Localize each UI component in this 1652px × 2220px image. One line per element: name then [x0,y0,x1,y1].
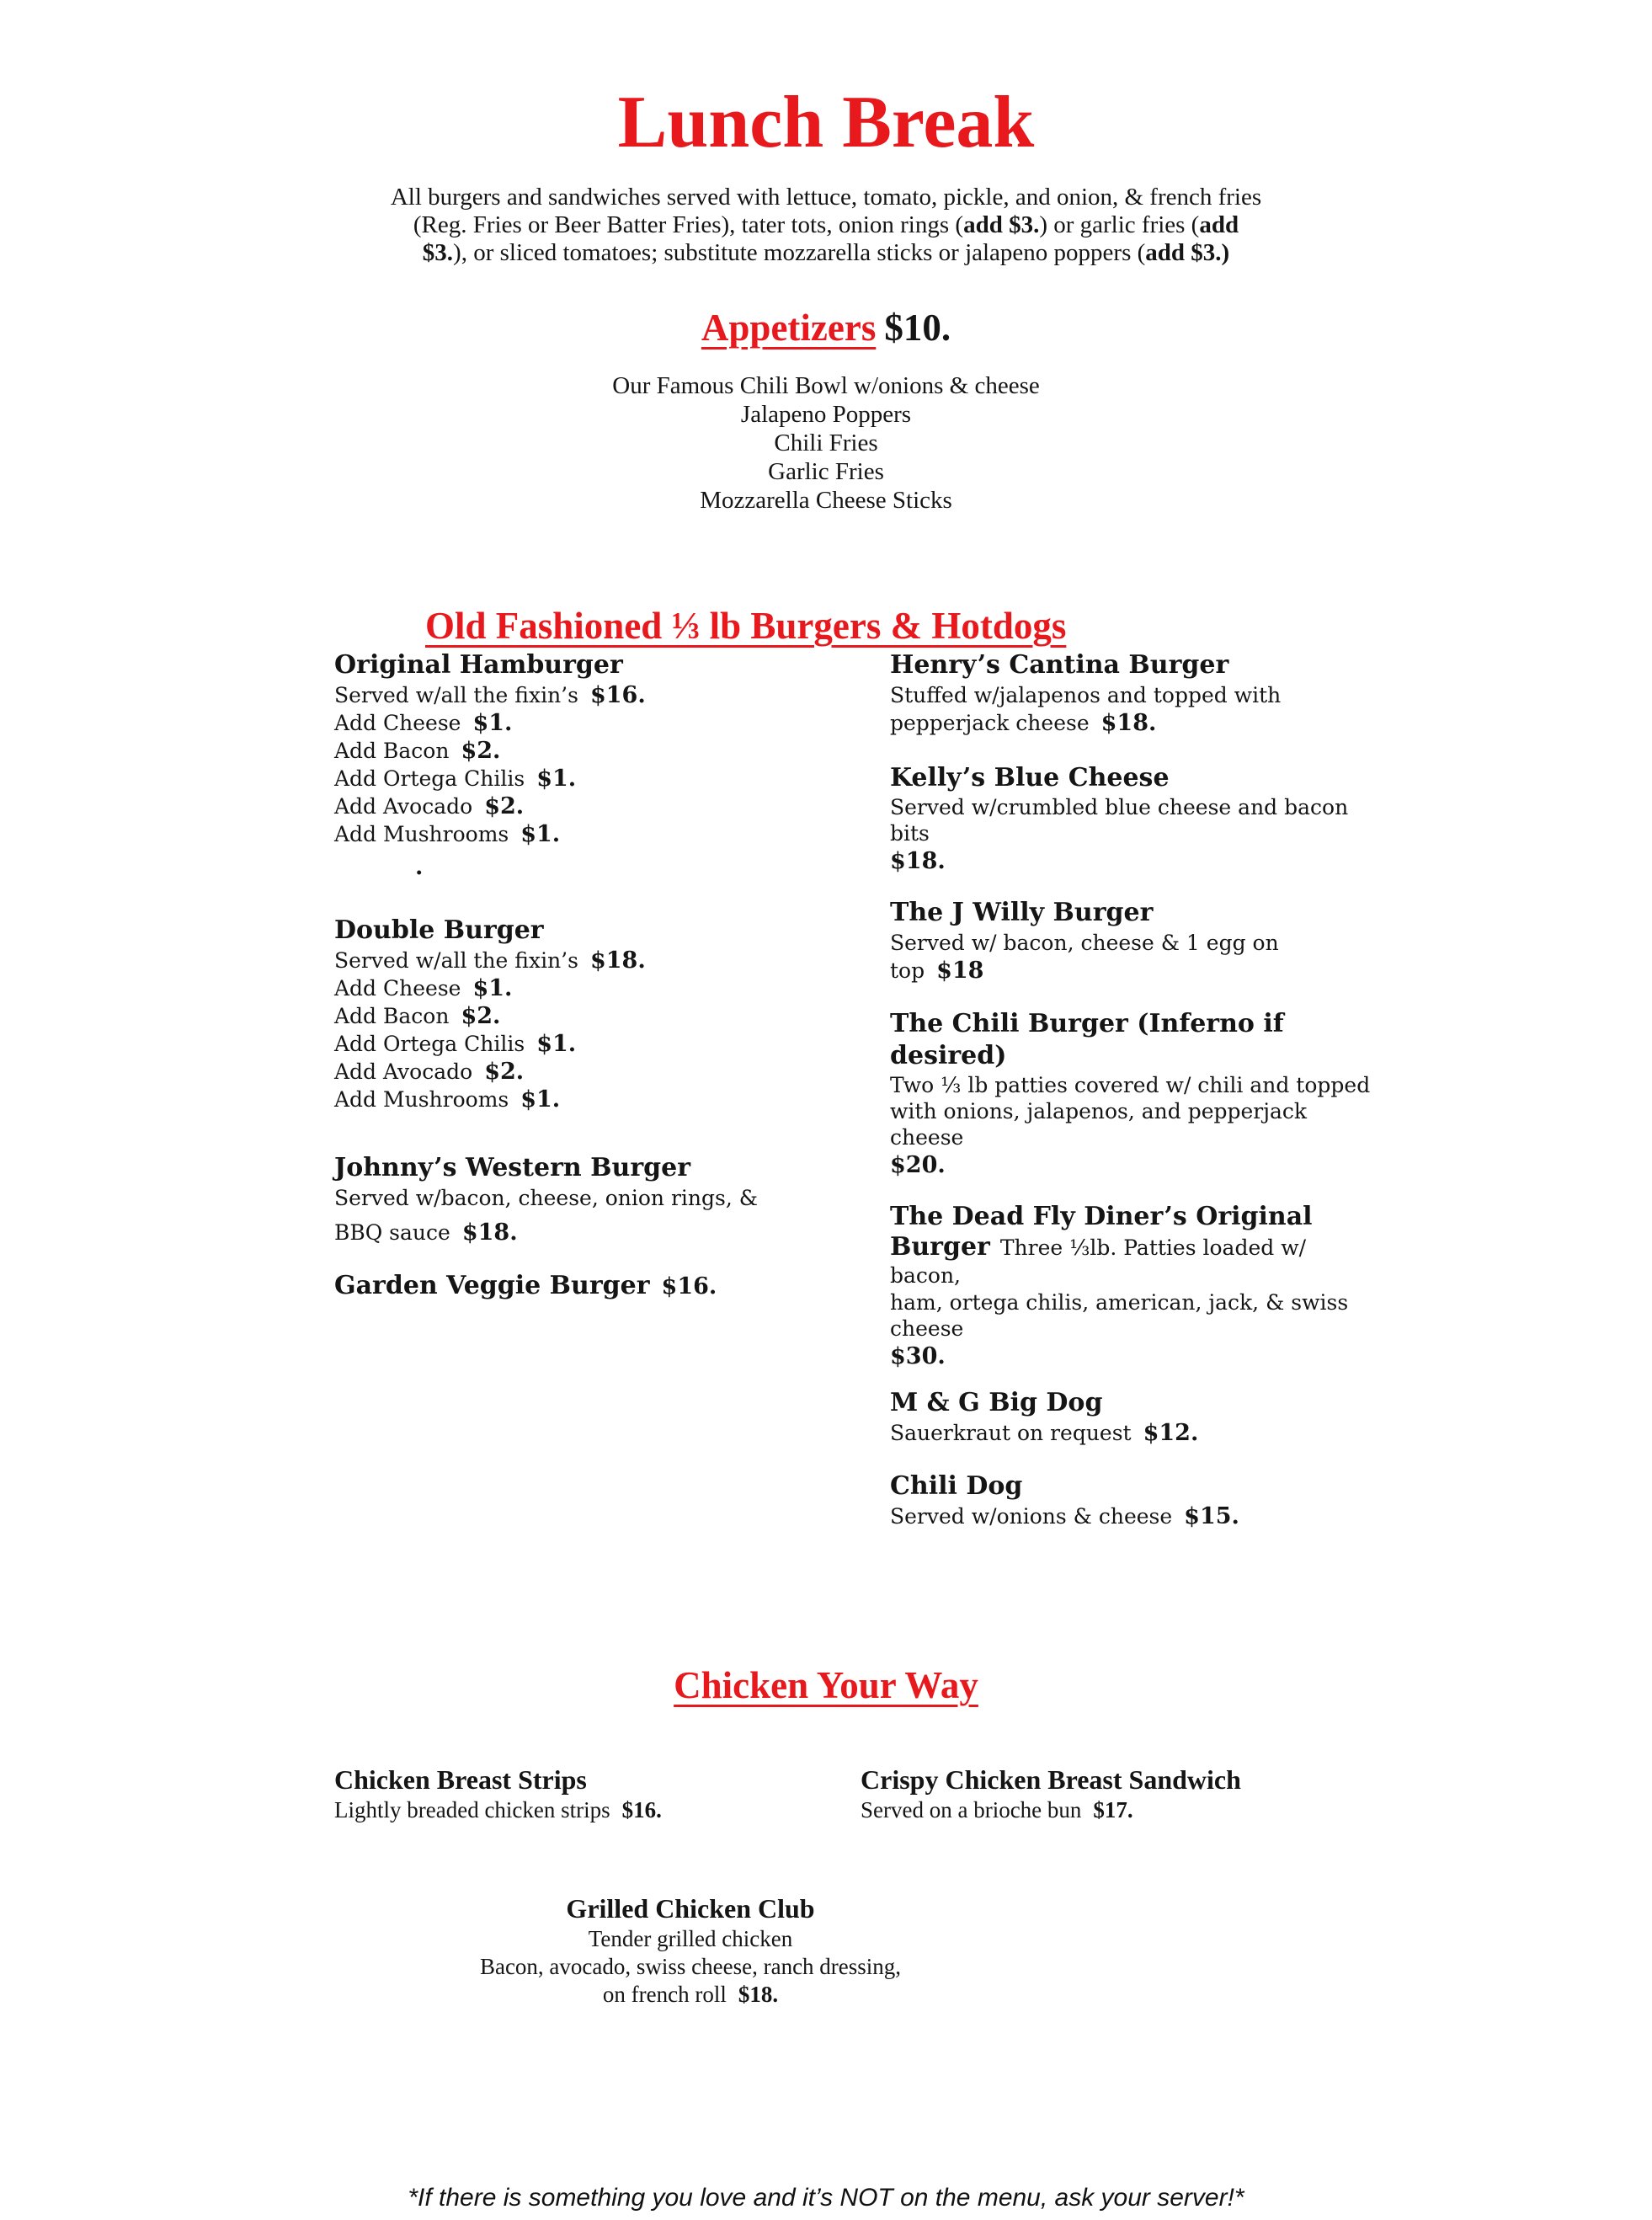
item-name: M & G Big Dog [890,1388,1103,1417]
line-price: $1. [536,766,577,792]
item-name: Kelly’s Blue Cheese [890,763,1170,792]
appetizer-item: Jalapeno Poppers [740,401,912,428]
line-text: Served w/all the fixin’s [334,683,578,707]
footer-note: *If there is something you love and it’s NOT on the menu, ask your server!* [408,2184,1244,2212]
chicken-heading-label: Chicken Your Way [674,1664,978,1706]
line-text: Served w/all the fixin’s [334,948,578,973]
line-price: $17. [1093,1797,1133,1822]
menu-item-chili-dog [890,1470,1374,1530]
item-line [334,1796,861,1824]
line-text: Add Cheese [334,976,461,1001]
item-line [890,709,1374,737]
burgers-section [0,649,1652,1530]
item-price: $16. [661,1273,717,1299]
item-line [890,1419,1374,1447]
page-title: Lunch Break [617,82,1035,163]
item-name: Chili Dog [890,1471,1023,1501]
line-text: pepperjack cheese [890,711,1090,735]
item-price: $18. [890,848,946,874]
item-name: The Chili Burger (Inferno if desired) [890,1009,1284,1070]
appetizer-item: Mozzarella Cheese Sticks [700,487,952,514]
menu-item-crispy-chicken-sandwich [861,1763,1374,1824]
menu-item-henrys-cantina-burger [890,649,1374,737]
menu-item-chicken-breast-strips [334,1763,861,1824]
line-text: Add Bacon [334,1004,450,1028]
line-text: BBQ sauce [334,1220,450,1245]
item-name: Garden Veggie Burger [334,1271,650,1300]
line-price: $18 [936,958,984,984]
item-name: The Dead Fly Diner’s Original [890,1202,1313,1231]
line-price: $1. [520,1086,561,1113]
item-name: Crispy Chicken Breast Sandwich [861,1764,1241,1795]
item-line [861,1796,1374,1824]
item-desc: Tender grilled chicken [588,1926,793,1951]
item-line [334,765,890,792]
line-text: Lightly breaded chicken strips [334,1797,610,1822]
item-line [334,709,890,737]
appetizer-list [0,371,1652,515]
stray-bullet: . [415,854,424,880]
line-text: Served w/ bacon, cheese & 1 egg on top [890,931,1279,983]
item-desc: Bacon, avocado, swiss cheese, ranch dressing, [479,1954,902,1979]
line-price: $1. [536,1031,577,1057]
intro-segment-bold: add $3.) [1145,239,1230,266]
item-desc: Two ⅓ lb patties covered w/ chili and topped [890,1073,1371,1097]
appetizers-heading [0,306,1652,350]
menu-item-chili-burger [890,1008,1374,1181]
intro-segment: ) or garlic fries ( [1039,211,1200,238]
item-line [334,681,890,709]
line-price: $2. [461,1003,501,1029]
item-name: Chicken Breast Strips [334,1764,587,1795]
menu-item-dead-fly-original-burger [890,1201,1374,1372]
item-line [890,1502,1374,1530]
line-price: $1. [472,710,513,736]
burgers-heading-wrap [0,604,1652,648]
burgers-right-column [890,649,1374,1530]
item-name: Grilled Chicken Club [566,1893,815,1924]
menu-item-original-hamburger [334,649,890,848]
item-price: $20. [890,1152,946,1178]
chicken-section [0,1763,1652,1824]
menu-item-grilled-chicken-club [421,1892,960,2009]
intro-segment-bold: add [1199,211,1239,238]
line-text: Add Cheese [334,711,461,735]
menu-item-kellys-blue-cheese [890,762,1374,877]
line-price: $2. [461,738,501,764]
line-text: Add Bacon [334,739,450,763]
item-name: The J Willy Burger [890,898,1154,927]
item-name-continued: Burger [890,1232,990,1262]
line-text: Served w/onions & cheese [890,1504,1173,1529]
line-price: $18. [738,1982,779,2007]
line-price: $2. [484,1059,525,1085]
item-name: Double Burger [334,915,544,945]
line-price: $1. [472,975,513,1001]
line-text: Add Avocado [334,794,473,819]
intro-segment: (Reg. Fries or Beer Batter Fries), tater tots, onion rings ( [413,211,964,238]
line-text: Served on a brioche bun [861,1797,1082,1822]
lunch-menu-page [0,81,1652,2220]
line-price: $12. [1143,1420,1199,1446]
appetizer-item: Garlic Fries [768,458,884,485]
line-price: $15. [1184,1503,1239,1529]
item-desc: Served w/bacon, cheese, onion rings, & [334,1186,759,1210]
appetizers-heading-label: Appetizers [701,307,877,349]
menu-item-j-willy-burger [890,897,1374,985]
item-line [334,820,890,848]
line-price: $16. [621,1797,662,1822]
item-line [421,1981,960,2009]
item-desc: with onions, jalapenos, and pepperjack cheese [890,1099,1308,1150]
item-price: $30. [890,1343,946,1369]
item-desc: Served w/crumbled blue cheese and bacon bits [890,795,1349,846]
line-price: $18. [461,1219,518,1246]
item-line [334,1219,890,1246]
line-price: $2. [484,793,525,819]
item-desc: ham, ortega chilis, american, jack, & swiss cheese [890,1290,1349,1341]
line-price: $18. [1100,710,1157,736]
menu-item-johnnys-western-burger [334,1152,890,1246]
line-text: Add Mushrooms [334,822,509,846]
appetizer-item: Chili Fries [774,430,878,456]
line-text: Three ⅓lb. Patties loaded w/ bacon, [890,1235,1307,1288]
intro-segment: All burgers and sandwiches served with lettuce, tomato, pickle, and onion, & french fries [390,184,1262,211]
appetizers-price: $10. [884,307,951,349]
appetizer-item: Our Famous Chili Bowl w/onions & cheese [612,372,1040,399]
menu-item-double-burger [334,915,890,1113]
item-line [890,1233,1374,1289]
line-text: Sauerkraut on request [890,1421,1132,1445]
line-text: on french roll [602,1982,727,2007]
intro-paragraph [363,184,1289,267]
burgers-left-column [334,649,890,1530]
item-name: Original Hamburger [334,650,623,680]
item-line [334,947,890,974]
item-line [334,1086,890,1113]
line-text: Add Avocado [334,1059,473,1084]
line-text: Add Ortega Chilis [334,1032,525,1056]
item-line [334,737,890,765]
line-price: $16. [589,682,646,708]
item-line [334,792,890,820]
item-line [334,1002,890,1030]
chicken-heading [0,1663,1652,1707]
line-price: $1. [520,821,561,847]
item-name: Henry’s Cantina Burger [890,650,1229,680]
burgers-heading: Old Fashioned ⅓ lb Burgers & Hotdogs [425,605,1067,647]
intro-segment-bold: $3. [422,239,454,266]
menu-item-garden-veggie-burger [334,1270,890,1302]
item-line [890,929,1374,985]
menu-item-m-and-g-big-dog [890,1387,1374,1447]
item-name: Johnny’s Western Burger [334,1153,691,1182]
item-line [334,1030,890,1058]
intro-segment-bold: add $3. [963,211,1040,238]
line-price: $18. [589,947,646,974]
item-line [334,974,890,1002]
line-text: Add Ortega Chilis [334,766,525,791]
item-line [334,1058,890,1086]
intro-segment: ), or sliced tomatoes; substitute mozzarella sticks or jalapeno poppers ( [453,239,1146,266]
line-text: Add Mushrooms [334,1087,509,1112]
item-desc: Stuffed w/jalapenos and topped with [890,683,1282,707]
